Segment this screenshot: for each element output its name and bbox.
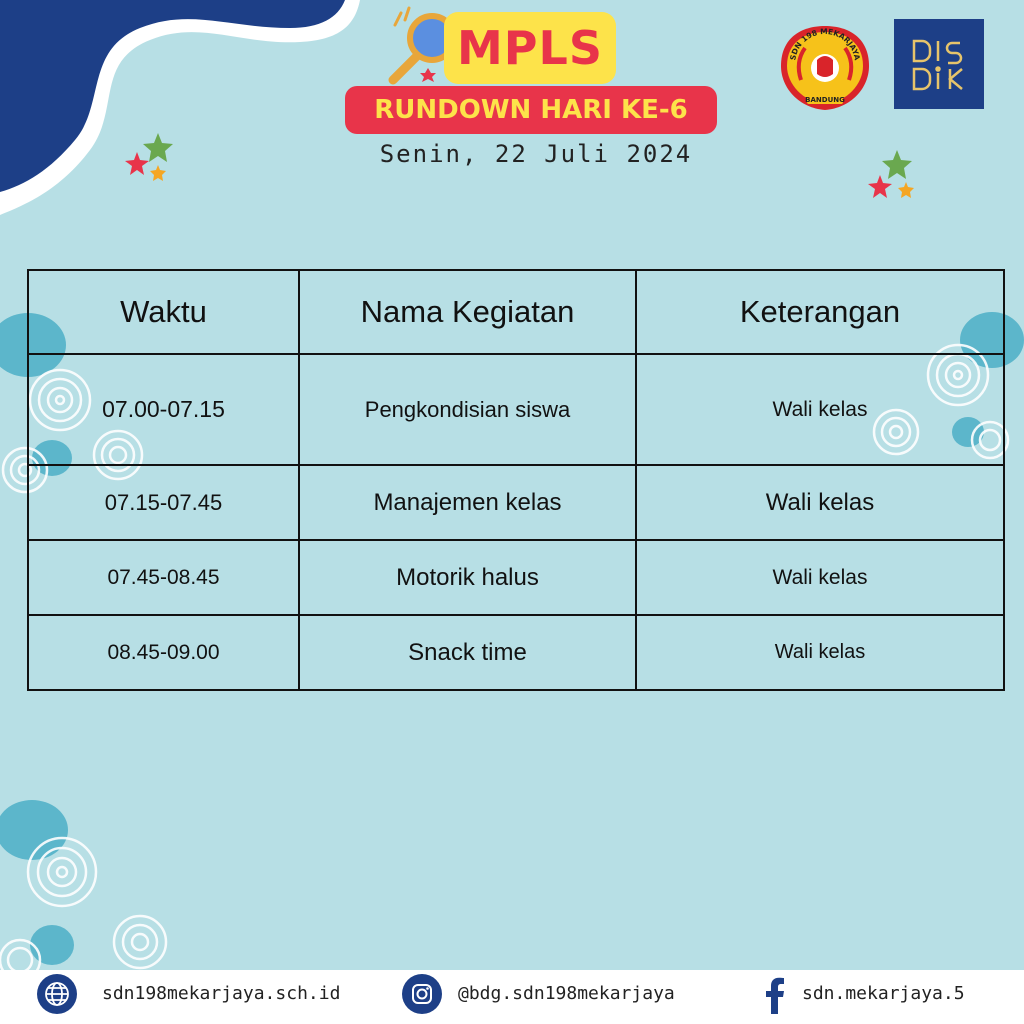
header-nama-kegiatan: Nama Kegiatan [299, 270, 636, 354]
star-icon [125, 133, 173, 181]
table-row [28, 540, 1004, 615]
mpls-badge-title: MPLS [444, 12, 616, 84]
instagram-icon[interactable] [402, 974, 442, 1014]
school-logo [777, 24, 873, 112]
table-row [28, 354, 1004, 465]
footer-instagram[interactable]: @bdg.sdn198mekarjaya [458, 983, 675, 1004]
cell-kegiatan: Pengkondisian siswa [299, 354, 636, 465]
header-keterangan: Keterangan [636, 270, 1004, 354]
cell-waktu: 08.45-09.00 [28, 615, 299, 690]
cell-keterangan: Wali kelas [636, 465, 1004, 540]
rundown-table [27, 269, 1005, 691]
school-logo-top-text: SDN 198 MEKARJAYA [788, 26, 862, 61]
globe-icon[interactable] [37, 974, 77, 1014]
cell-waktu: 07.15-07.45 [28, 465, 299, 540]
school-logo-bottom-text: BANDUNG [805, 96, 845, 104]
disdik-logo-mark [894, 19, 984, 109]
footer-facebook[interactable]: sdn.mekarjaya.5 [802, 983, 965, 1004]
cell-waktu: 07.45-08.45 [28, 540, 299, 615]
table-row [28, 465, 1004, 540]
disdik-logo [894, 19, 984, 109]
cell-kegiatan: Snack time [299, 615, 636, 690]
table-row [28, 615, 1004, 690]
cell-keterangan: Wali kelas [636, 354, 1004, 465]
table-header-row [28, 270, 1004, 354]
cell-kegiatan: Manajemen kelas [299, 465, 636, 540]
cell-keterangan: Wali kelas [636, 540, 1004, 615]
event-date: Senin, 22 Juli 2024 [379, 140, 693, 168]
facebook-icon[interactable] [763, 976, 787, 1014]
cell-waktu: 07.00-07.15 [28, 354, 299, 465]
cell-kegiatan: Motorik halus [299, 540, 636, 615]
header-waktu: Waktu [28, 270, 299, 354]
rundown-subtitle: RUNDOWN HARI KE-6 [345, 86, 717, 134]
footer-website[interactable]: sdn198mekarjaya.sch.id [102, 983, 341, 1004]
cell-keterangan: Wali kelas [636, 615, 1004, 690]
